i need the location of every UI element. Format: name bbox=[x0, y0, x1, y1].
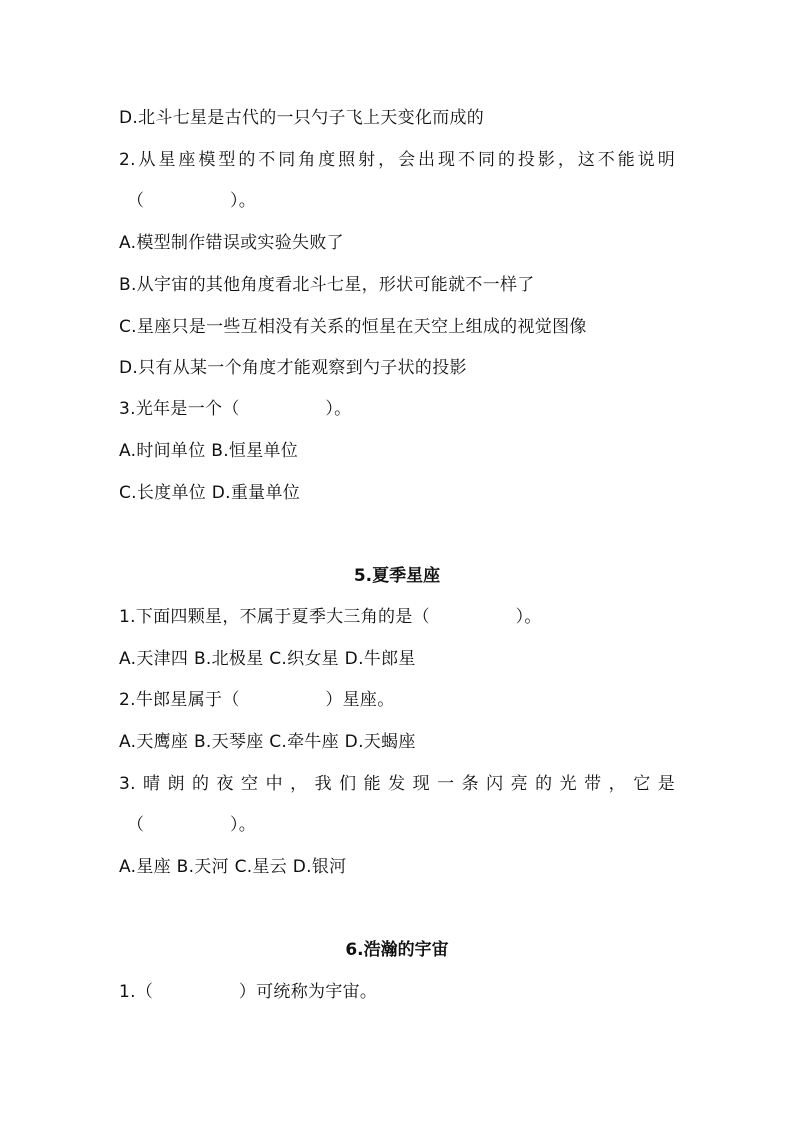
s5-q2-options: A.天鹰座 B.天琴座 C.牵牛座 D.天蝎座 bbox=[119, 732, 416, 752]
q2-stem-line1: 2.从星座模型的不同角度照射，会出现不同的投影，这不能说明 bbox=[119, 150, 675, 170]
q2-option-c: C.星座只是一些互相没有关系的恒星在天空上组成的视觉图像 bbox=[119, 317, 587, 337]
q1-option-d: D.北斗七星是古代的一只勺子飞上天变化而成的 bbox=[119, 108, 485, 128]
q2-option-b: B.从宇宙的其他角度看北斗七星，形状可能就不一样了 bbox=[119, 275, 535, 295]
s6-q1-stem: 1.（ ）可统称为宇宙。 bbox=[119, 982, 378, 1002]
section5-title: 5.夏季星座 bbox=[353, 566, 441, 586]
q2-stem-line2: （ ）。 bbox=[127, 191, 257, 211]
q3-stem: 3.光年是一个（ ）。 bbox=[119, 399, 352, 419]
q2-option-a: A.模型制作错误或实验失败了 bbox=[119, 233, 344, 253]
q2-option-d: D.只有从某一个角度才能观察到勺子状的投影 bbox=[119, 358, 467, 378]
s5-q3-stem-line1: 3.晴朗的夜空中，我们能发现一条闪亮的光带，它是 bbox=[119, 774, 675, 794]
q3-options-line2: C.长度单位 D.重量单位 bbox=[119, 483, 301, 503]
s5-q3-options: A.星座 B.天河 C.星云 D.银河 bbox=[119, 857, 347, 877]
section6-title: 6.浩瀚的宇宙 bbox=[345, 940, 449, 960]
q3-options-line1: A.时间单位 B.恒星单位 bbox=[119, 441, 299, 461]
s5-q3-stem-line2: （ ）。 bbox=[127, 815, 257, 835]
s5-q2-stem: 2.牛郎星属于（ ）星座。 bbox=[119, 690, 395, 710]
s5-q1-stem: 1.下面四颗星，不属于夏季大三角的是（ ）。 bbox=[119, 607, 542, 627]
s5-q1-options: A.天津四 B.北极星 C.织女星 D.牛郎星 bbox=[119, 649, 416, 669]
